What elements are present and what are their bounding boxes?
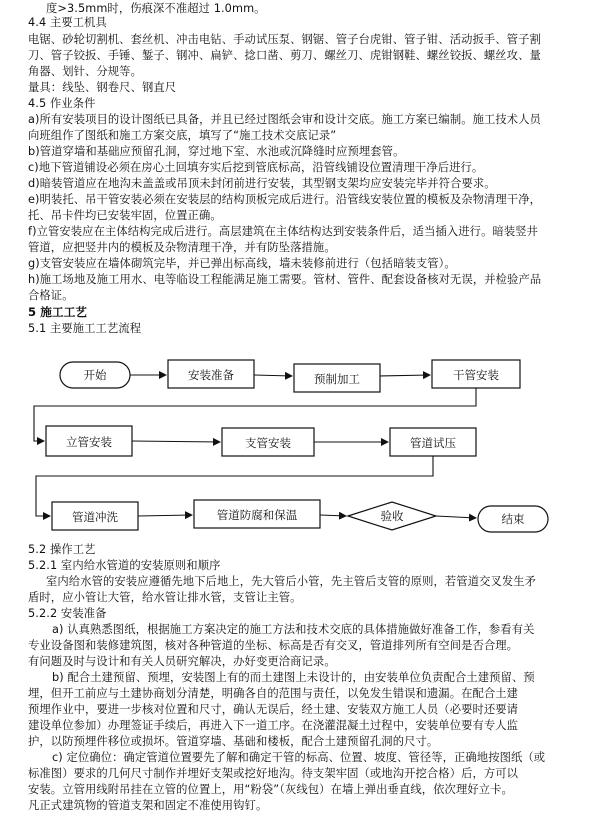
text-line: 角器、划针、分规等。 — [28, 65, 142, 78]
text-line: 托、吊卡件均已安装牢固，位置正确。 — [28, 209, 222, 222]
flow-arrow — [320, 515, 346, 516]
flow-arrow — [436, 516, 476, 518]
text-line: c) 定位确位：确定管道位置要先了解和确定干管的标高、位置、坡度、管径等，正确地按图纸（或 — [52, 751, 546, 764]
flow-label-riser: 立管安装 — [66, 435, 112, 449]
text-line: b) 配合土建预留、预埋，安装图上有的而土建图上未设计的，由安装单位负责配合土建预留、预 — [52, 671, 535, 684]
text-line: 量具：线坠、钢卷尺、钢直尺 — [28, 81, 177, 94]
text-line: d)暗装管道应在地沟未盖盖或吊顶未封闭前进行安装，其型钢支架均应安装完毕并符合要求。 — [28, 177, 496, 190]
text-line: 凡正式建筑物的管道支架和固定不准使用钩钉。 — [28, 799, 268, 812]
text-line: 专业设备图和装修建筑图，核对各种管道的坐标、标高是否有交叉，管道排列所有空间是否合理。 — [28, 639, 519, 652]
flow-label-pressure-test: 管道试压 — [410, 436, 456, 450]
text-line: 盾时，应小管让大管，给水管让排水管，支管让主管。 — [28, 591, 302, 604]
flow-label-main-pipe: 干管安装 — [453, 368, 499, 382]
text-line-part: 刀、管子铰扳、手锤、錾子、钢冲、扁铲、捻口凿、剪刀、螺丝刀、虎钳钢鞋、螺丝铰扳、螺丝攻、量 — [28, 49, 541, 62]
section-heading: 5.2 操作工艺 — [28, 543, 96, 556]
text-line: b)管道穿墙和基础应预留孔洞，穿过地下室、水池或沉降缝时应预埋套管。 — [28, 145, 405, 158]
text-line: a)所有安装项目的设计图纸已具备，并且已经过图纸会审和设计交底。施工方案已编制。施工技术人员 — [28, 113, 541, 126]
flow-arrow — [138, 515, 192, 516]
text-line: 管道，应把竖井内的模板及杂物清理干净，并有防坠落措施。 — [28, 241, 336, 254]
section-heading: 4.5 作业条件 — [28, 97, 96, 110]
text-line: 电锯、砂轮切割机、套丝机、冲击电钻、手动试压泵、钢锯、管子台虎钳、管子钳、活动扳手、管子割 — [28, 33, 541, 46]
chapter-heading: 5 施工工艺 — [28, 305, 88, 319]
text-line: 建设单位参加）办理签证手续后，再进入下一道工序。在浇灌混凝土过程中，安装单位要有专人监 — [28, 719, 519, 732]
text-line: a) 认真熟悉图纸，根据施工方案决定的施工方法和技术交底的具体措施做好准备工作，参看有关 — [52, 623, 535, 636]
text-line: 室内给水管的安装应遵循先地下后地上，先大管后小管，先主管后支管的原则，若管道交叉发生矛 — [46, 575, 537, 588]
section-heading: 4.4 主要工机具 — [28, 16, 107, 29]
text-line: c)地下管道铺设必须在房心土回填夯实后挖到管底标高，沿管线铺设位置清理干净后进行。 — [28, 161, 484, 174]
section-heading: 5.1 主要施工工艺流程 — [28, 322, 142, 335]
section-heading: 5.2.2 安装准备 — [28, 607, 107, 620]
flow-label-prep: 安装准备 — [188, 368, 234, 382]
flow-label-prefab: 预制加工 — [314, 372, 360, 386]
text-line: f)立管安装应在主体结构完成后进行。高层建筑在主体结构达到安装条件后，适当插入进行。暗装竖井 — [28, 225, 539, 238]
text-line: 合格证。 — [28, 289, 74, 302]
flow-arrow — [380, 375, 430, 376]
text-line: g)支管安装应在墙体砌筑完毕，并已弹出标高线，墙未装修前进行（包括暗装支管）。 — [28, 257, 456, 270]
flow-label-end: 结束 — [501, 512, 525, 526]
process-flowchart — [0, 340, 613, 540]
text-line: 有问题及时与设计和有关人员研究解决，办好变更洽商记录。 — [28, 655, 336, 668]
text-line: 埋，但开工前应与土建协商划分清楚，明确各自的范围与责任，以免发生错误和遗漏。在配合土建 — [28, 687, 519, 700]
text-line: 度>3.5mm时，伤痕深不准超过 1.0mm。 — [46, 2, 266, 15]
flow-arrow — [254, 375, 292, 376]
text-line: h)施工场地及施工用水、电等临设工程能满足施工需要。管材、管件、配套设备核对无误，并检验产品 — [28, 273, 542, 286]
flow-arrow — [132, 441, 220, 442]
section-heading: 5.2.1 室内给水管道的安装原则和顺序 — [28, 559, 221, 572]
flow-label-start: 开始 — [83, 368, 107, 382]
text-line: 向班组作了图纸和施工方案交底，填写了“施工技术交底记录” — [28, 129, 337, 142]
text-line: 标准图）要求的几何尺寸制作并埋好支架或挖好地沟。待支架牢固（或地沟开挖合格）后，方可以 — [28, 767, 519, 780]
flow-label-branch: 支管安装 — [245, 436, 291, 450]
flow-label-flush: 管道冲洗 — [72, 510, 118, 524]
flow-label-anticorrosion: 管道防腐和保温 — [216, 508, 298, 522]
text-line: e)明装托、吊干管安装必须在安装层的结构顶板完成后进行。沿管线安装位置的模板及杂物清理干净， — [28, 193, 542, 206]
text-line: 安装。立管用线附吊挂在立管的位置上，用“粉袋”（灰线包）在墙上弹出垂直线，依次理好立卡。 — [28, 783, 513, 796]
flow-label-acceptance: 验收 — [380, 509, 404, 523]
text-line — [28, 47, 593, 64]
text-line: 护，以防预埋件移位或损坏。管道穿墙、基础和楼板，配合土建预留孔洞的尺寸。 — [28, 735, 439, 748]
text-line: 预埋作业中，要进一步核对位置和尺寸，确认无误后，经土建、安装双方施工人员（必要时还要请 — [28, 703, 519, 716]
